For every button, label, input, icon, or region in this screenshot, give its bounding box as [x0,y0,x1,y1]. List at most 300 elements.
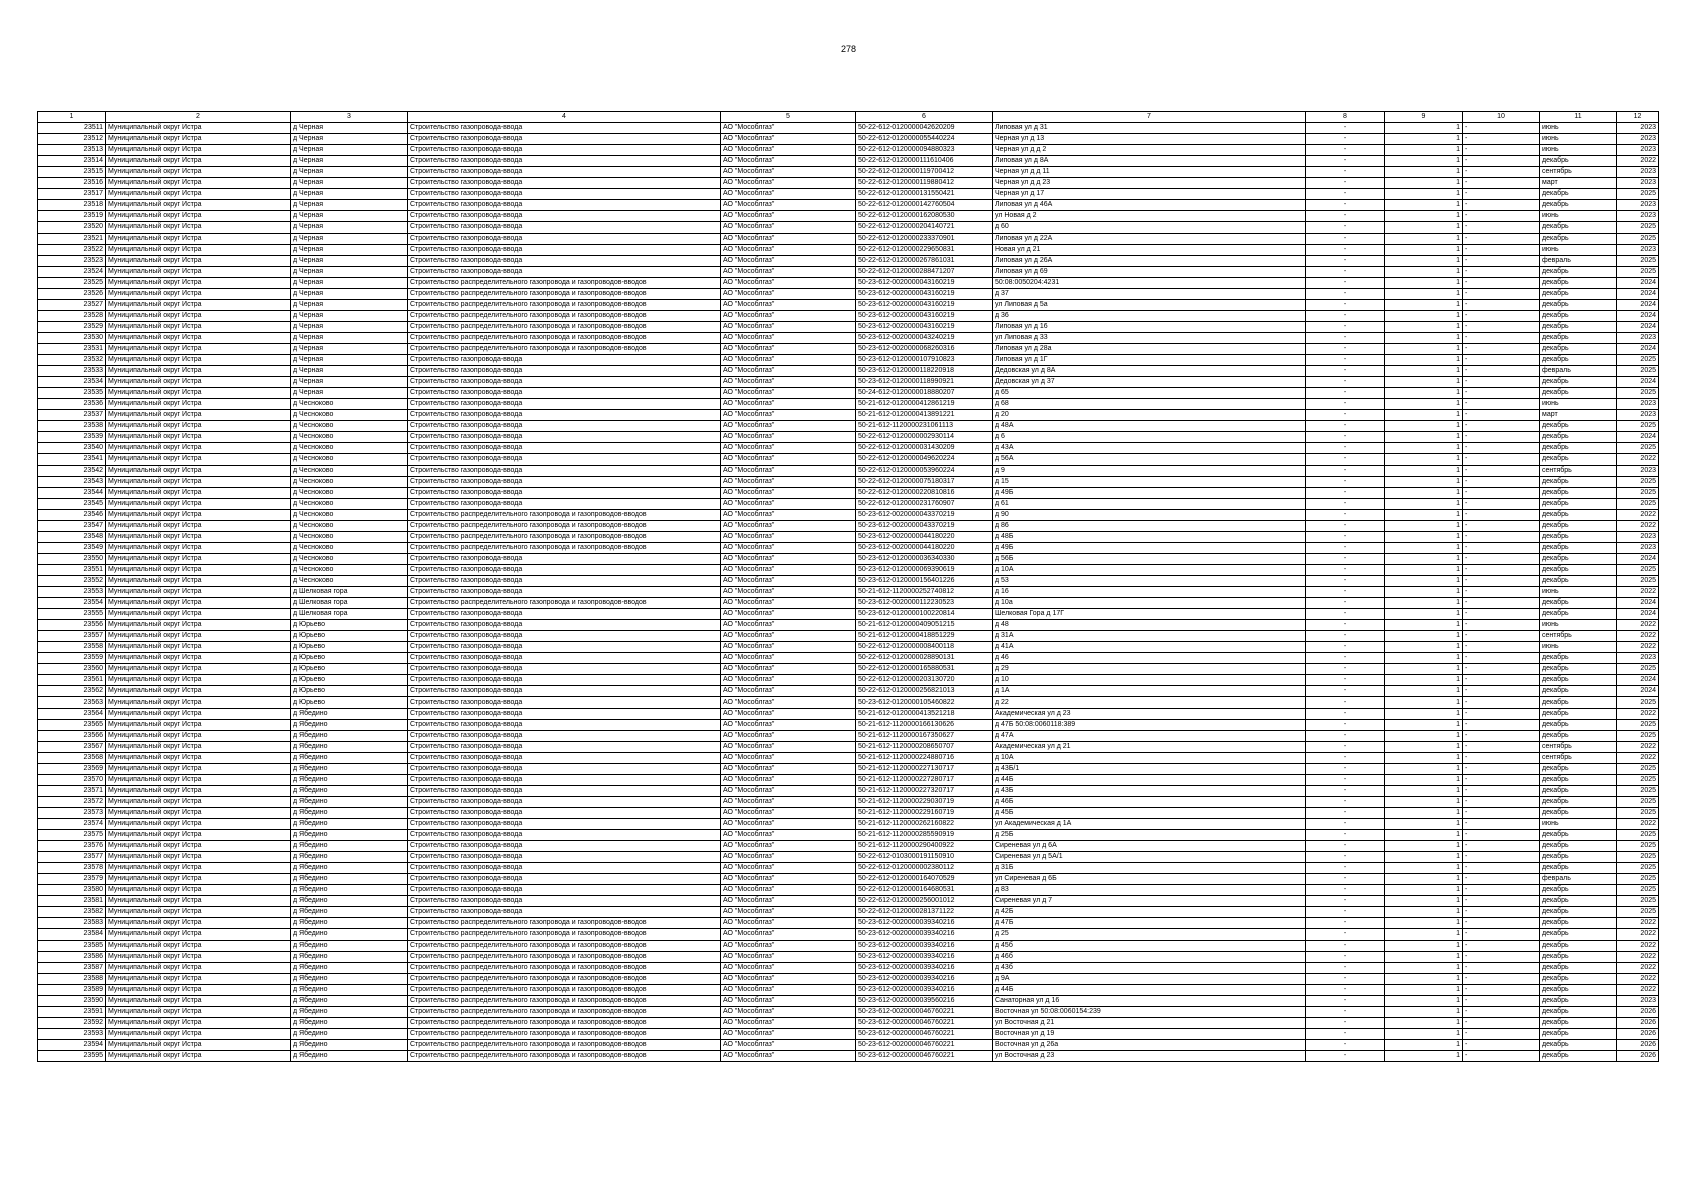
cell-settlement: д Ябедино [291,929,408,940]
cell-work-type: Строительство газопровода-ввода [408,266,721,277]
cell-organization: АО "Мособлгаз" [721,1039,856,1050]
cell-count: 1 [1385,211,1463,222]
cell-organization: АО "Мособлгаз" [721,123,856,134]
cell-month: декабрь [1540,907,1617,918]
cell-col10: - [1463,520,1540,531]
cell-address: д 29 [993,664,1306,675]
cell-work-type: Строительство газопровода-ввода [408,653,721,664]
cell-request-id: 50-21-612-1120000224880716 [856,752,993,763]
cell-address: Черная ул д д 2 [993,145,1306,156]
cell-organization: АО "Мособлгаз" [721,653,856,664]
cell-number: 23525 [38,277,106,288]
cell-count: 1 [1385,1006,1463,1017]
cell-organization: АО "Мособлгаз" [721,807,856,818]
cell-address: Дедовская ул д 8А [993,366,1306,377]
cell-col10: - [1463,355,1540,366]
cell-district: Муниципальный округ Истра [106,134,291,145]
cell-address: Черная ул д д 23 [993,178,1306,189]
cell-number: 23588 [38,973,106,984]
cell-month: декабрь [1540,288,1617,299]
cell-col8: - [1306,752,1385,763]
cell-year: 2024 [1617,321,1659,332]
cell-work-type: Строительство распределительного газопровода и газопроводов-вводов [408,1006,721,1017]
cell-address: Липовая ул д 22А [993,233,1306,244]
cell-organization: АО "Мособлгаз" [721,620,856,631]
cell-address: д 68 [993,399,1306,410]
cell-year: 2025 [1617,266,1659,277]
column-header-12: 12 [1617,112,1659,123]
cell-col8: - [1306,1050,1385,1061]
cell-month: декабрь [1540,299,1617,310]
cell-request-id: 50-22-612-0120000119880412 [856,178,993,189]
cell-month: июнь [1540,244,1617,255]
cell-request-id: 50-22-612-0120000256001012 [856,896,993,907]
cell-year: 2023 [1617,995,1659,1006]
cell-settlement: д Ябедино [291,852,408,863]
cell-col10: - [1463,211,1540,222]
cell-count: 1 [1385,388,1463,399]
cell-year: 2023 [1617,211,1659,222]
cell-month: декабрь [1540,807,1617,818]
cell-month: декабрь [1540,653,1617,664]
cell-count: 1 [1385,896,1463,907]
cell-year: 2026 [1617,1017,1659,1028]
cell-work-type: Строительство газопровода-ввода [408,167,721,178]
cell-address: Шелковая Гора д 17Г [993,609,1306,620]
cell-number: 23547 [38,520,106,531]
table-row [38,929,1659,940]
column-header-1: 1 [38,112,106,123]
cell-address: Сиреневая ул д 5А/1 [993,852,1306,863]
cell-month: декабрь [1540,355,1617,366]
cell-col8: - [1306,443,1385,454]
cell-count: 1 [1385,708,1463,719]
cell-request-id: 50-23-612-0020000046760221 [856,1028,993,1039]
cell-year: 2024 [1617,686,1659,697]
cell-request-id: 50-23-612-0020000043160219 [856,277,993,288]
cell-address: Академическая ул д 23 [993,708,1306,719]
cell-request-id: 50-23-612-0020000043160219 [856,288,993,299]
cell-settlement: д Черная [291,277,408,288]
cell-month: февраль [1540,255,1617,266]
cell-col8: - [1306,421,1385,432]
cell-col8: - [1306,940,1385,951]
cell-district: Муниципальный округ Истра [106,885,291,896]
cell-organization: АО "Мособлгаз" [721,377,856,388]
cell-number: 23569 [38,763,106,774]
cell-request-id: 50-21-612-1120000229160719 [856,807,993,818]
cell-settlement: д Ябедино [291,973,408,984]
cell-work-type: Строительство распределительного газопровода и газопроводов-вводов [408,984,721,995]
cell-month: декабрь [1540,664,1617,675]
cell-organization: АО "Мособлгаз" [721,918,856,929]
cell-settlement: д Чесноково [291,421,408,432]
cell-number: 23519 [38,211,106,222]
cell-col10: - [1463,332,1540,343]
table-row [38,830,1659,841]
cell-organization: АО "Мособлгаз" [721,907,856,918]
cell-organization: АО "Мособлгаз" [721,520,856,531]
cell-request-id: 50-22-612-0120000288471207 [856,266,993,277]
cell-settlement: д Ябедино [291,807,408,818]
cell-col8: - [1306,675,1385,686]
cell-year: 2024 [1617,299,1659,310]
cell-col10: - [1463,796,1540,807]
cell-settlement: д Ябедино [291,774,408,785]
cell-request-id: 50-23-612-0020000043160219 [856,299,993,310]
cell-organization: АО "Мособлгаз" [721,940,856,951]
cell-year: 2024 [1617,377,1659,388]
cell-work-type: Строительство распределительного газопровода и газопроводов-вводов [408,940,721,951]
table-row [38,542,1659,553]
cell-settlement: д Чесноково [291,520,408,531]
cell-col8: - [1306,962,1385,973]
cell-address: д 15 [993,476,1306,487]
table-row [38,708,1659,719]
cell-month: декабрь [1540,918,1617,929]
cell-col10: - [1463,134,1540,145]
cell-month: декабрь [1540,973,1617,984]
cell-settlement: д Юрьево [291,631,408,642]
cell-settlement: д Чесноково [291,498,408,509]
cell-request-id: 50-23-612-0120000100220814 [856,609,993,620]
cell-address: д 16 [993,587,1306,598]
cell-col10: - [1463,741,1540,752]
cell-month: декабрь [1540,454,1617,465]
cell-work-type: Строительство газопровода-ввода [408,178,721,189]
cell-address: д 46б [993,951,1306,962]
cell-year: 2025 [1617,907,1659,918]
cell-number: 23518 [38,200,106,211]
cell-month: июнь [1540,587,1617,598]
cell-col8: - [1306,796,1385,807]
cell-col8: - [1306,255,1385,266]
cell-col8: - [1306,321,1385,332]
cell-month: март [1540,410,1617,421]
table-row [38,233,1659,244]
cell-col8: - [1306,200,1385,211]
cell-count: 1 [1385,675,1463,686]
column-header-3: 3 [291,112,408,123]
cell-work-type: Строительство газопровода-ввода [408,852,721,863]
cell-settlement: д Ябедино [291,1006,408,1017]
cell-organization: АО "Мособлгаз" [721,973,856,984]
cell-work-type: Строительство распределительного газопровода и газопроводов-вводов [408,962,721,973]
cell-request-id: 50-23-612-0020000043240219 [856,332,993,343]
cell-district: Муниципальный округ Истра [106,653,291,664]
cell-year: 2022 [1617,631,1659,642]
cell-settlement: д Ябедино [291,1039,408,1050]
cell-year: 2023 [1617,200,1659,211]
cell-organization: АО "Мособлгаз" [721,277,856,288]
cell-col10: - [1463,819,1540,830]
cell-address: Липовая ул д 26А [993,255,1306,266]
cell-year: 2025 [1617,388,1659,399]
cell-district: Муниципальный округ Истра [106,200,291,211]
cell-address: Новая ул д 21 [993,244,1306,255]
cell-count: 1 [1385,156,1463,167]
cell-month: декабрь [1540,553,1617,564]
cell-request-id: 50-23-612-0020000044180220 [856,542,993,553]
cell-district: Муниципальный округ Истра [106,730,291,741]
cell-count: 1 [1385,819,1463,830]
cell-year: 2023 [1617,542,1659,553]
cell-year: 2023 [1617,123,1659,134]
cell-year: 2022 [1617,642,1659,653]
cell-year: 2022 [1617,752,1659,763]
cell-year: 2022 [1617,951,1659,962]
cell-number: 23516 [38,178,106,189]
page-number: 278 [840,44,857,54]
cell-year: 2023 [1617,244,1659,255]
cell-year: 2024 [1617,343,1659,354]
cell-work-type: Строительство распределительного газопровода и газопроводов-вводов [408,509,721,520]
cell-work-type: Строительство распределительного газопровода и газопроводов-вводов [408,1050,721,1061]
cell-work-type: Строительство газопровода-ввода [408,819,721,830]
cell-year: 2024 [1617,310,1659,321]
cell-col8: - [1306,951,1385,962]
cell-number: 23537 [38,410,106,421]
cell-number: 23511 [38,123,106,134]
cell-work-type: Строительство газопровода-ввода [408,498,721,509]
cell-settlement: д Ябедино [291,918,408,929]
table-row [38,620,1659,631]
cell-year: 2022 [1617,708,1659,719]
cell-col8: - [1306,631,1385,642]
cell-month: декабрь [1540,1050,1617,1061]
cell-organization: АО "Мособлгаз" [721,355,856,366]
cell-address: д 25Б [993,830,1306,841]
cell-count: 1 [1385,631,1463,642]
cell-work-type: Строительство газопровода-ввода [408,763,721,774]
cell-count: 1 [1385,476,1463,487]
cell-settlement: д Чесноково [291,542,408,553]
cell-number: 23590 [38,995,106,1006]
cell-settlement: д Ябедино [291,708,408,719]
cell-year: 2026 [1617,1006,1659,1017]
cell-col10: - [1463,266,1540,277]
cell-address: Липовая ул д 31 [993,123,1306,134]
cell-count: 1 [1385,962,1463,973]
cell-organization: АО "Мособлгаз" [721,896,856,907]
cell-year: 2022 [1617,156,1659,167]
cell-col10: - [1463,807,1540,818]
cell-col10: - [1463,852,1540,863]
cell-year: 2023 [1617,531,1659,542]
cell-organization: АО "Мособлгаз" [721,1006,856,1017]
cell-address: д 90 [993,509,1306,520]
cell-work-type: Строительство газопровода-ввода [408,686,721,697]
cell-district: Муниципальный округ Истра [106,752,291,763]
cell-settlement: д Черная [291,366,408,377]
cell-address: Липовая ул д 16 [993,321,1306,332]
cell-district: Муниципальный округ Истра [106,1039,291,1050]
cell-col8: - [1306,156,1385,167]
cell-col8: - [1306,145,1385,156]
cell-district: Муниципальный округ Истра [106,454,291,465]
cell-settlement: д Шелковая гора [291,609,408,620]
cell-number: 23555 [38,609,106,620]
cell-organization: АО "Мособлгаз" [721,830,856,841]
table-row [38,200,1659,211]
table-row [38,167,1659,178]
cell-year: 2025 [1617,487,1659,498]
cell-year: 2023 [1617,178,1659,189]
cell-year: 2025 [1617,896,1659,907]
cell-work-type: Строительство газопровода-ввода [408,708,721,719]
cell-count: 1 [1385,929,1463,940]
table-row [38,377,1659,388]
cell-col10: - [1463,708,1540,719]
cell-request-id: 50-23-612-0020000039560216 [856,995,993,1006]
cell-count: 1 [1385,542,1463,553]
cell-col10: - [1463,642,1540,653]
cell-count: 1 [1385,1050,1463,1061]
cell-district: Муниципальный округ Истра [106,531,291,542]
cell-settlement: д Юрьево [291,620,408,631]
cell-month: декабрь [1540,995,1617,1006]
cell-settlement: д Шелковая гора [291,587,408,598]
cell-count: 1 [1385,719,1463,730]
cell-settlement: д Чесноково [291,487,408,498]
cell-count: 1 [1385,918,1463,929]
cell-settlement: д Черная [291,156,408,167]
cell-col8: - [1306,896,1385,907]
cell-number: 23577 [38,852,106,863]
cell-number: 23586 [38,951,106,962]
cell-number: 23544 [38,487,106,498]
cell-address: Сиреневая ул д 6А [993,841,1306,852]
table-row [38,355,1659,366]
cell-number: 23527 [38,299,106,310]
table-row [38,498,1659,509]
table-row [38,863,1659,874]
table-row [38,885,1659,896]
cell-address: д 42Б [993,907,1306,918]
cell-organization: АО "Мособлгаз" [721,774,856,785]
cell-settlement: д Черная [291,266,408,277]
cell-count: 1 [1385,852,1463,863]
cell-year: 2022 [1617,929,1659,940]
cell-count: 1 [1385,553,1463,564]
cell-request-id: 50-22-612-0120000165880531 [856,664,993,675]
cell-request-id: 50-21-612-0120000409051215 [856,620,993,631]
cell-district: Муниципальный округ Истра [106,642,291,653]
cell-district: Муниципальный округ Истра [106,819,291,830]
cell-month: декабрь [1540,509,1617,520]
cell-address: ул Новая д 2 [993,211,1306,222]
cell-request-id: 50-21-612-0120000412861219 [856,399,993,410]
table-row [38,332,1659,343]
cell-organization: АО "Мособлгаз" [721,885,856,896]
cell-year: 2025 [1617,719,1659,730]
cell-count: 1 [1385,752,1463,763]
cell-district: Муниципальный округ Истра [106,244,291,255]
cell-col10: - [1463,587,1540,598]
cell-year: 2025 [1617,763,1659,774]
cell-work-type: Строительство газопровода-ввода [408,620,721,631]
cell-month: декабрь [1540,277,1617,288]
cell-request-id: 50-21-612-1120000167350627 [856,730,993,741]
cell-organization: АО "Мособлгаз" [721,1050,856,1061]
cell-count: 1 [1385,830,1463,841]
cell-number: 23592 [38,1017,106,1028]
cell-district: Муниципальный округ Истра [106,719,291,730]
cell-count: 1 [1385,399,1463,410]
cell-address: Сиреневая ул д 7 [993,896,1306,907]
cell-organization: АО "Мособлгаз" [721,189,856,200]
cell-month: июнь [1540,620,1617,631]
cell-col10: - [1463,1039,1540,1050]
table-row [38,1050,1659,1061]
cell-address: Санаторная ул д 16 [993,995,1306,1006]
cell-number: 23529 [38,321,106,332]
cell-col8: - [1306,222,1385,233]
cell-count: 1 [1385,123,1463,134]
cell-district: Муниципальный округ Истра [106,1017,291,1028]
cell-address: д 86 [993,520,1306,531]
cell-address: ул Академическая д 1А [993,819,1306,830]
cell-organization: АО "Мособлгаз" [721,686,856,697]
cell-settlement: д Ябедино [291,962,408,973]
cell-count: 1 [1385,277,1463,288]
cell-district: Муниципальный округ Истра [106,587,291,598]
cell-year: 2022 [1617,819,1659,830]
cell-number: 23580 [38,885,106,896]
table-row [38,807,1659,818]
cell-request-id: 50-23-612-0120000118990921 [856,377,993,388]
column-header-4: 4 [408,112,721,123]
table-row [38,1006,1659,1017]
cell-col8: - [1306,332,1385,343]
cell-address: д 45Б [993,807,1306,818]
cell-col8: - [1306,487,1385,498]
cell-organization: АО "Мособлгаз" [721,609,856,620]
cell-settlement: д Чесноково [291,443,408,454]
cell-col8: - [1306,288,1385,299]
cell-request-id: 50-21-612-1120000290400922 [856,841,993,852]
table-row [38,1039,1659,1050]
cell-district: Муниципальный округ Истра [106,940,291,951]
cell-request-id: 50-23-612-0020000046760221 [856,1039,993,1050]
cell-district: Муниципальный округ Истра [106,973,291,984]
cell-work-type: Строительство газопровода-ввода [408,796,721,807]
table-row [38,653,1659,664]
cell-district: Муниципальный округ Истра [106,266,291,277]
cell-work-type: Строительство распределительного газопровода и газопроводов-вводов [408,343,721,354]
cell-district: Муниципальный округ Истра [106,366,291,377]
cell-col10: - [1463,476,1540,487]
cell-district: Муниципальный округ Истра [106,310,291,321]
cell-organization: АО "Мособлгаз" [721,664,856,675]
cell-count: 1 [1385,785,1463,796]
cell-organization: АО "Мособлгаз" [721,984,856,995]
cell-settlement: д Чесноково [291,465,408,476]
table-row [38,520,1659,531]
cell-organization: АО "Мособлгаз" [721,487,856,498]
cell-col10: - [1463,310,1540,321]
table-row [38,918,1659,929]
cell-col8: - [1306,310,1385,321]
cell-number: 23552 [38,575,106,586]
cell-col8: - [1306,531,1385,542]
cell-count: 1 [1385,145,1463,156]
cell-address: д 6 [993,432,1306,443]
cell-col8: - [1306,774,1385,785]
cell-year: 2023 [1617,167,1659,178]
cell-request-id: 50-23-612-0020000068260316 [856,343,993,354]
cell-district: Муниципальный округ Истра [106,708,291,719]
